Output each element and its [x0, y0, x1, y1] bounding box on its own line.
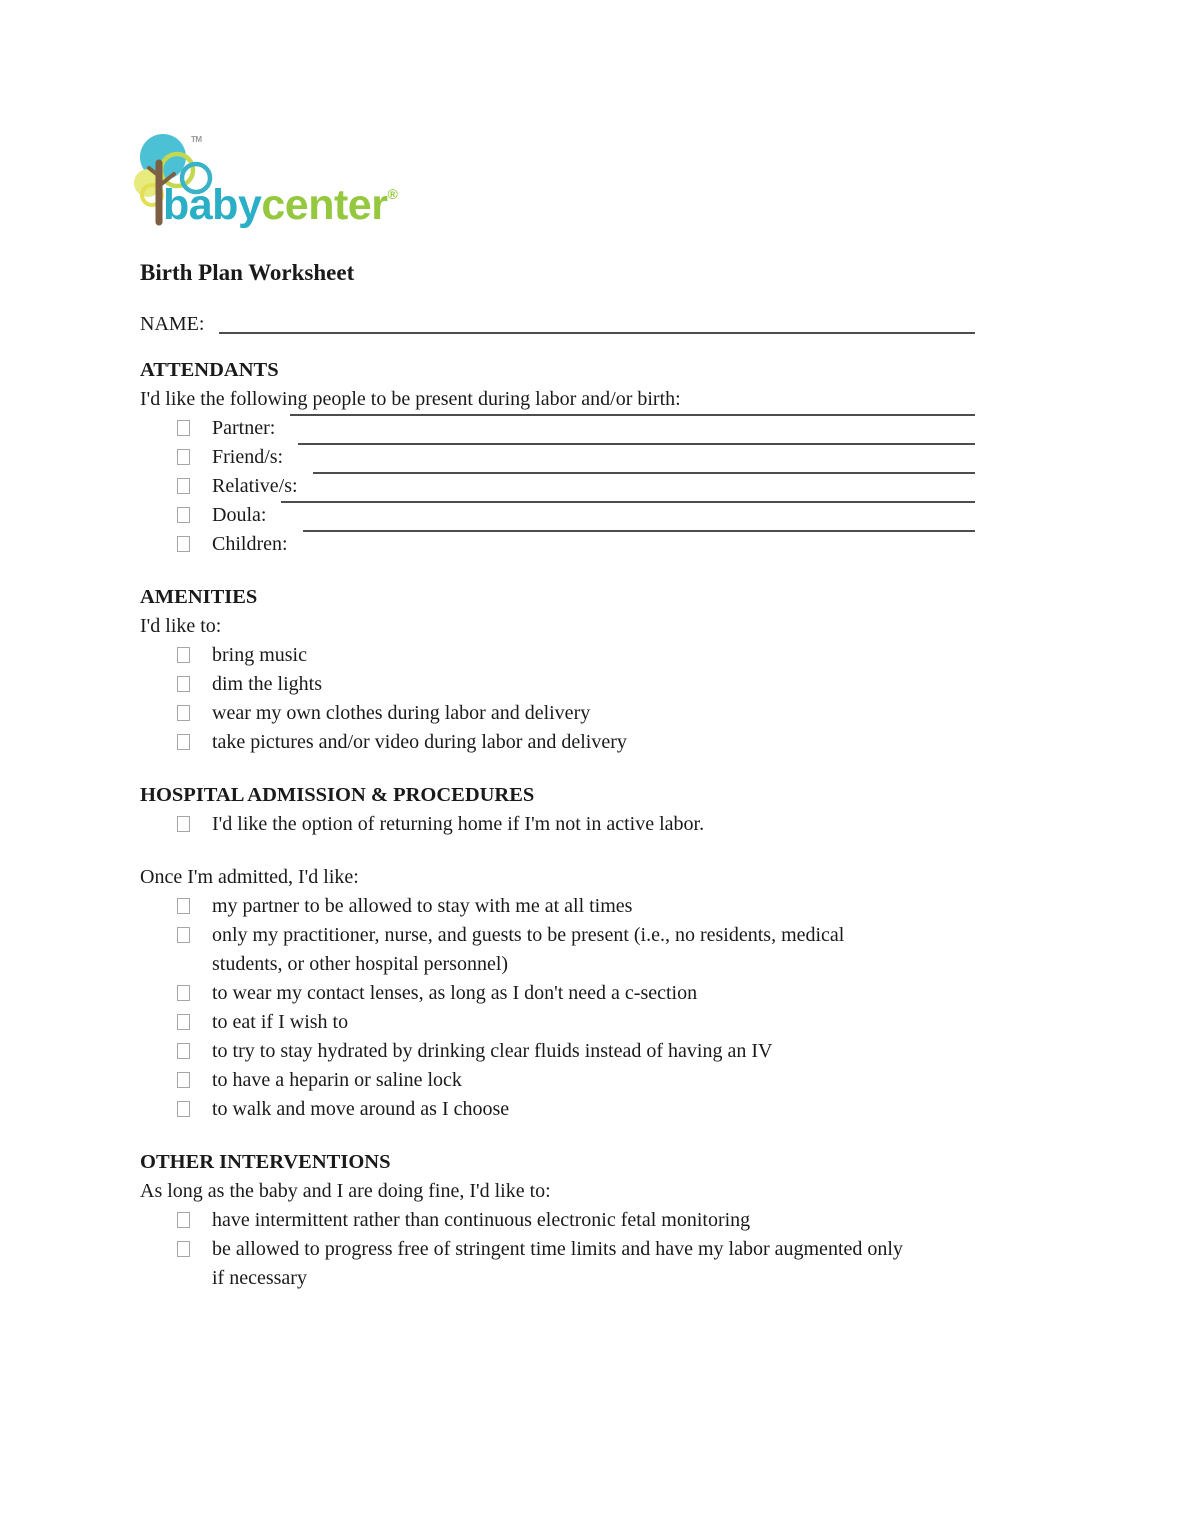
relatives-fill-line[interactable] — [313, 472, 975, 474]
check-item-relatives — [140, 472, 975, 501]
checkbox-pictures-video[interactable] — [177, 734, 190, 750]
checkbox-returning-home[interactable] — [177, 816, 190, 832]
check-item-label: Children: — [212, 533, 288, 555]
registered-mark: ® — [387, 186, 398, 202]
check-item-label: Doula: — [212, 504, 267, 526]
check-item-label: to have a heparin or saline lock — [212, 1069, 462, 1091]
children-fill-line[interactable] — [303, 530, 975, 532]
friends-fill-line[interactable] — [298, 443, 975, 445]
check-item-label: dim the lights — [212, 673, 322, 695]
section-heading-hospital-admission: HOSPITAL ADMISSION & PROCEDURES — [140, 784, 535, 806]
check-item-progress-free — [140, 1235, 975, 1293]
check-item-partner-stay — [140, 892, 975, 921]
check-item-label: to wear my contact lenses, as long as I don't need a c-section — [212, 982, 698, 1004]
logo-center-text: center — [261, 181, 388, 229]
section-heading-other-interventions: OTHER INTERVENTIONS — [140, 1151, 391, 1173]
check-item-label: to try to stay hydrated by drinking clear fluids instead of having an IV — [212, 1040, 773, 1062]
check-item-pictures-video — [140, 728, 975, 757]
checkbox-only-practitioner[interactable] — [177, 927, 190, 943]
partner-fill-line[interactable] — [290, 414, 975, 416]
check-item-bring-music — [140, 641, 975, 670]
logo-wordmark — [163, 181, 398, 229]
checkbox-partner[interactable] — [177, 420, 190, 436]
check-item-label: be allowed to progress free of stringent time limits and have my labor augmented only if necessary — [212, 1238, 903, 1289]
checkbox-friends[interactable] — [177, 449, 190, 465]
checkbox-partner-stay[interactable] — [177, 898, 190, 914]
section-amenities — [140, 583, 975, 757]
section-heading-amenities: AMENITIES — [140, 586, 258, 608]
section-intro-attendants: I'd like the following people to be present during labor and/or birth: — [140, 388, 681, 410]
checkbox-intermittent-monitoring[interactable] — [177, 1212, 190, 1228]
check-item-label: wear my own clothes during labor and delivery — [212, 702, 591, 724]
checkbox-relatives[interactable] — [177, 478, 190, 494]
section-hospital-admission — [140, 781, 975, 839]
check-item-eat — [140, 1008, 975, 1037]
check-item-label: take pictures and/or video during labor and delivery — [212, 731, 627, 753]
check-item-label: Relative/s: — [212, 475, 298, 497]
checkbox-stay-hydrated[interactable] — [177, 1043, 190, 1059]
name-field-row — [140, 310, 975, 339]
document-title: Birth Plan Worksheet — [140, 260, 355, 285]
doula-fill-line[interactable] — [281, 501, 975, 503]
section-attendants — [140, 356, 975, 559]
section-intro-other-interventions: As long as the baby and I are doing fine, I'd like to: — [140, 1180, 551, 1202]
checkbox-own-clothes[interactable] — [177, 705, 190, 721]
check-item-heparin-lock — [140, 1066, 975, 1095]
check-item-stay-hydrated — [140, 1037, 975, 1066]
check-item-label: have intermittent rather than continuous electronic fetal monitoring — [212, 1209, 751, 1231]
checkbox-progress-free[interactable] — [177, 1241, 190, 1257]
check-item-label: only my practitioner, nurse, and guests to be present (i.e., no residents, medical students, or other hospital personnel) — [212, 924, 845, 975]
check-item-dim-lights — [140, 670, 975, 699]
check-item-doula — [140, 501, 975, 530]
check-item-only-practitioner — [140, 921, 975, 979]
document-body — [140, 258, 975, 1293]
check-item-label: my partner to be allowed to stay with me at all times — [212, 895, 633, 917]
checkbox-doula[interactable] — [177, 507, 190, 523]
section-other-interventions — [140, 1148, 975, 1293]
name-fill-line[interactable] — [219, 310, 975, 334]
checkbox-contact-lenses[interactable] — [177, 985, 190, 1001]
checkbox-children[interactable] — [177, 536, 190, 552]
checkbox-dim-lights[interactable] — [177, 676, 190, 692]
section-intro-amenities: I'd like to: — [140, 615, 222, 637]
check-item-label: bring music — [212, 644, 307, 666]
check-item-intermittent-monitoring — [140, 1206, 975, 1235]
check-item-partner — [140, 414, 975, 443]
check-item-own-clothes — [140, 699, 975, 728]
babycenter-logo — [133, 126, 433, 236]
name-field-label: NAME: — [140, 313, 205, 335]
check-item-label: to eat if I wish to — [212, 1011, 349, 1033]
checkbox-walk-move[interactable] — [177, 1101, 190, 1117]
check-item-label: Partner: — [212, 417, 276, 439]
section-heading-attendants: ATTENDANTS — [140, 359, 279, 381]
check-item-label: to walk and move around as I choose — [212, 1098, 510, 1120]
check-item-friends — [140, 443, 975, 472]
check-item-walk-move — [140, 1095, 975, 1124]
check-item-returning-home — [140, 810, 975, 839]
section-intro-once-admitted: Once I'm admitted, I'd like: — [140, 866, 359, 888]
trademark-symbol: TM — [191, 135, 202, 144]
check-item-label: Friend/s: — [212, 446, 284, 468]
logo-baby-text: baby — [163, 181, 262, 229]
checkbox-eat[interactable] — [177, 1014, 190, 1030]
checkbox-heparin-lock[interactable] — [177, 1072, 190, 1088]
section-once-admitted — [140, 863, 975, 1124]
check-item-contact-lenses — [140, 979, 975, 1008]
check-item-label: I'd like the option of returning home if I'm not in active labor. — [212, 813, 705, 835]
check-item-children — [140, 530, 975, 559]
checkbox-bring-music[interactable] — [177, 647, 190, 663]
